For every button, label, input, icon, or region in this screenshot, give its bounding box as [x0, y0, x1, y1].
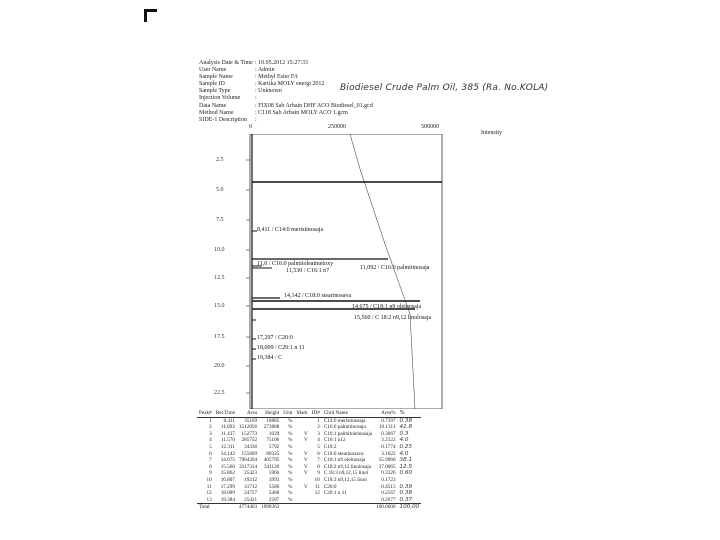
table-cell: 1512056 — [238, 424, 258, 431]
table-cell — [295, 504, 310, 511]
y-tick-label: 20.0 — [214, 363, 225, 369]
peak-label: 14,142 / C18:0 stearinosava — [284, 293, 351, 299]
table-cell: 0.25 — [399, 443, 413, 450]
table-row — [197, 451, 421, 458]
table-cell — [310, 504, 322, 511]
table-cell: 6 — [209, 450, 212, 457]
table-cell: 4 — [209, 437, 212, 444]
table-cell: 7 — [317, 457, 320, 464]
table-cell: 41.8 — [399, 424, 413, 431]
table-cell: 14.142 — [220, 450, 235, 457]
table-cell: 8.411 — [223, 417, 235, 424]
table-cell: 341120 — [263, 463, 280, 470]
handwritten-note: Biodiesel Crude Palm Oil, 385 (Ra. No.KOLA) — [340, 83, 549, 93]
table-cell: % — [288, 430, 293, 437]
table-row — [197, 431, 421, 438]
table-cell — [295, 497, 310, 504]
peak-label: 17,297 / C20:0 — [257, 335, 293, 341]
table-cell: 55.9960 — [378, 457, 396, 464]
table-cell: 0.7397 — [381, 417, 396, 424]
info-row: Method Name : C118 Sab Arbain MOLY ACO 1.gcm — [199, 109, 348, 116]
table-cell: C18:2 n9,12 linolosaja — [323, 463, 371, 470]
table-cell: % — [288, 463, 293, 470]
y-ticks — [246, 160, 250, 393]
table-cell: 0.1723 — [381, 476, 396, 483]
table-cell: 1029 — [268, 430, 280, 437]
table-row — [197, 484, 421, 491]
table-cell: 35169 — [244, 417, 258, 424]
table-cell: 7904394 — [238, 457, 258, 464]
table-cell: 285752 — [241, 437, 258, 444]
table-cell: V — [304, 450, 308, 457]
table-cell: 0.37 — [399, 496, 413, 503]
col-header: Peak# — [199, 410, 212, 416]
y-tick-label: 10.0 — [214, 247, 225, 253]
table-cell: 80325 — [266, 450, 280, 457]
table-cell: V — [304, 437, 308, 444]
table-row — [197, 417, 421, 424]
table-cell — [295, 417, 310, 424]
table-cell: 155609 — [241, 450, 258, 457]
peak-table-body — [197, 417, 421, 511]
table-cell: % — [288, 470, 293, 477]
table-cell — [322, 504, 374, 511]
table-cell — [398, 477, 422, 484]
table-cell: 3 — [209, 430, 212, 437]
table-cell — [310, 497, 322, 504]
table-cell: 1090363 — [261, 504, 280, 511]
peak-label: 11,530 / C16:1 n7 — [286, 268, 330, 274]
table-cell: 11.437 — [220, 430, 235, 437]
table-row — [197, 444, 421, 451]
col-header: Height — [259, 410, 281, 417]
table-cell: 10.1311 — [378, 424, 396, 431]
table-cell: 37.0065 — [378, 463, 396, 470]
table-row — [197, 437, 421, 444]
y-tick-label: 2.5 — [216, 157, 224, 163]
table-cell: 3 — [317, 430, 320, 437]
x-tick-label: 500000 — [421, 124, 439, 130]
y-tick-label: 12.5 — [214, 275, 225, 281]
table-cell: % — [288, 496, 293, 503]
table-cell: V — [304, 483, 308, 490]
chromatogram-canvas — [200, 134, 470, 409]
table-cell: 25423 — [244, 470, 258, 477]
info-row: Analysis Date & Time : 10.05.2012 15:27:33 — [199, 60, 309, 66]
table-cell: 2 — [209, 424, 212, 431]
table-cell: 38.1 — [399, 457, 413, 464]
table-cell: C20:1 n 11 — [323, 490, 347, 497]
table-cell: 12 — [206, 490, 212, 497]
info-row: User Name : Admin — [199, 67, 275, 74]
x-tick-label: 0 — [249, 124, 252, 130]
table-cell: Total — [197, 504, 214, 511]
col-header: Ret.Time — [215, 410, 235, 416]
table-cell: 19212 — [244, 476, 258, 483]
table-row — [197, 497, 421, 504]
table-row — [197, 477, 421, 484]
table-cell: 19.384 — [220, 496, 235, 503]
table-cell: 4 — [317, 437, 320, 444]
table-cell: 0.38 — [399, 490, 413, 497]
info-row: SIDE-1 Description : — [199, 116, 257, 123]
table-cell: 5792 — [268, 443, 280, 450]
table-cell: C16:1 n12 — [323, 437, 346, 444]
solvent-trace — [350, 134, 415, 409]
peak-label: 14,675 / C18:1 n9 oleinosaja — [352, 304, 422, 310]
table-cell: % — [288, 450, 293, 457]
table-cell: 9 — [317, 470, 320, 477]
table-cell: 31712 — [244, 483, 258, 490]
table-cell: 18.009 — [220, 490, 235, 497]
table-cell: % — [288, 437, 293, 444]
table-cell: 4774403 — [238, 504, 258, 511]
y-tick-label: 7.5 — [216, 217, 224, 223]
table-cell: 75106 — [266, 437, 280, 444]
table-cell — [295, 424, 310, 431]
table-cell: 10885 — [266, 417, 280, 424]
table-cell: 0.2677 — [381, 496, 396, 503]
table-cell: 12 — [314, 490, 320, 497]
table-cell: 16.807 — [220, 476, 235, 483]
table-cell: 10 — [206, 476, 212, 483]
table-cell: 15.560 — [220, 463, 235, 470]
table-cell: C18:3 n9,12,15 linol — [323, 476, 367, 483]
table-cell: 3993 — [268, 476, 280, 483]
table-cell: C 18:3 n9,12,15 linol — [323, 470, 369, 477]
table-cell: C18:0 stearinosava — [323, 450, 364, 457]
col-header: Area — [237, 410, 259, 417]
table-cell — [281, 504, 294, 511]
table-cell: % — [288, 490, 293, 497]
table-cell: C16:0 palmitinosaja — [323, 424, 366, 431]
table-row — [197, 424, 421, 431]
table-cell: 5966 — [268, 470, 280, 477]
table-cell: 152773 — [241, 430, 258, 437]
table-cell: 6 — [317, 450, 320, 457]
table-cell: V — [304, 463, 308, 470]
table-cell: 0.2567 — [381, 490, 396, 497]
table-cell — [214, 504, 237, 511]
table-cell: V — [304, 470, 308, 477]
peak-label: 8,411 / C14:0 meristinosaja — [257, 227, 324, 233]
table-cell: 0.1774 — [381, 443, 396, 450]
table-row — [197, 464, 421, 471]
table-cell: % — [288, 443, 293, 450]
table-cell: 4.0 — [399, 450, 409, 457]
peak-table — [197, 410, 421, 511]
table-cell: 3.2122 — [381, 437, 396, 444]
table-cell: 24757 — [244, 490, 258, 497]
table-cell: 0.39 — [399, 483, 413, 490]
table-cell — [322, 497, 374, 504]
table-cell: 405795 — [263, 457, 280, 464]
table-cell: 11 — [206, 483, 212, 490]
table-cell: 8 — [209, 463, 212, 470]
table-cell: 12.5 — [399, 463, 413, 470]
corner-mark — [144, 9, 157, 22]
table-cell: % — [288, 457, 293, 464]
x-axis-unit: Intensity — [481, 130, 502, 136]
table-cell: 0.38 — [399, 417, 413, 424]
col-header: Mark — [296, 410, 308, 416]
table-cell — [295, 477, 310, 484]
peak-label: 11,092 / C16:0 palmitinosaja — [360, 265, 430, 271]
table-cell: 3317314 — [238, 463, 258, 470]
x-tick-label: 250000 — [328, 124, 346, 130]
table-cell: 9 — [209, 470, 212, 477]
peak-label: 11,0 / C16:0 palmitoleatmetoxy — [257, 261, 334, 267]
table-cell: 11.092 — [220, 424, 235, 431]
table-cell: % — [288, 483, 293, 490]
col-header: % — [398, 410, 422, 417]
table-cell — [295, 490, 310, 497]
table-cell: % — [288, 424, 293, 431]
table-cell: 0.3 — [399, 430, 409, 437]
table-cell: 11 — [314, 483, 320, 490]
table-cell: 15.862 — [220, 470, 235, 477]
table-cell: 5 — [209, 443, 212, 450]
table-cell: 0.60 — [399, 470, 413, 477]
table-cell: C14:0 meristinosaja — [323, 417, 366, 424]
table-header-row — [197, 410, 421, 417]
table-cell: 273888 — [263, 424, 280, 431]
peak-label: 18,009 / C20:1 n 11 — [257, 345, 305, 351]
table-cell: 100,00 — [399, 504, 420, 511]
table-cell: 1 — [209, 417, 212, 424]
table-cell: 7 — [209, 457, 212, 464]
table-cell: 12.311 — [220, 443, 235, 450]
table-cell — [295, 444, 310, 451]
table-cell: % — [288, 476, 293, 483]
table-cell: 0.3067 — [381, 430, 396, 437]
table-cell: 5586 — [268, 483, 280, 490]
info-row: Sample Name : Methyl Ester FA — [199, 74, 299, 81]
col-header: Unit — [283, 410, 293, 416]
table-cell: % — [288, 417, 293, 424]
table-total-row — [197, 504, 421, 511]
y-tick-label: 22.5 — [214, 390, 225, 396]
table-cell: 5 — [317, 443, 320, 450]
table-cell: 2587 — [268, 496, 280, 503]
y-tick-label: 17.5 — [214, 334, 225, 340]
info-row: Sample ID : Kartika MOLY energi 2012 — [199, 81, 325, 88]
col-header: Chrd Name — [322, 410, 374, 417]
table-cell: 2 — [317, 424, 320, 431]
table-cell: 11.570 — [220, 437, 235, 444]
table-cell: 4.0 — [399, 437, 409, 444]
table-cell: 25421 — [244, 496, 258, 503]
y-tick-label: 15.0 — [214, 303, 225, 309]
table-cell: 13 — [206, 496, 212, 503]
col-header: ID# — [311, 410, 320, 416]
chromatogram — [200, 134, 470, 409]
table-cell: C16:1 palmitoleinosaja — [323, 430, 373, 437]
table-cell: V — [304, 457, 308, 464]
info-row: Sample Type : Unknown — [199, 88, 282, 95]
col-header: Area% — [374, 410, 397, 417]
table-cell: 5468 — [268, 490, 280, 497]
info-row: Injection Volume : — [199, 95, 257, 102]
y-tick-label: 5.0 — [216, 187, 224, 193]
table-cell: 8 — [317, 463, 320, 470]
table-cell: C20:0 — [323, 483, 337, 490]
plot-frame — [250, 134, 442, 409]
table-cell: 3.1022 — [381, 450, 396, 457]
table-cell: 10 — [314, 476, 320, 483]
peak-label: 15,560 / C 18:2 n9,12 linolosaja — [354, 315, 432, 321]
table-cell: C18:1 n9 oleinosaja — [323, 457, 366, 464]
table-row — [197, 490, 421, 497]
table-cell: C18:2 — [323, 443, 337, 450]
table-cell: 1 — [317, 417, 320, 424]
table-cell: V — [304, 430, 308, 437]
table-cell: 100.0000 — [376, 504, 396, 511]
table-cell: 17.299 — [220, 483, 235, 490]
info-row: Data Name : FIX08 Sab Arbain DHF ACO Biodiesel_01.gcd — [199, 102, 373, 109]
table-cell: 14.675 — [220, 457, 235, 464]
table-cell: 34336 — [244, 443, 258, 450]
table-row — [197, 457, 421, 464]
table-cell: 0.3326 — [381, 470, 396, 477]
table-row — [197, 470, 421, 477]
peak-label: 19,384 / C — [257, 355, 283, 361]
table-cell: 0.4515 — [381, 483, 396, 490]
